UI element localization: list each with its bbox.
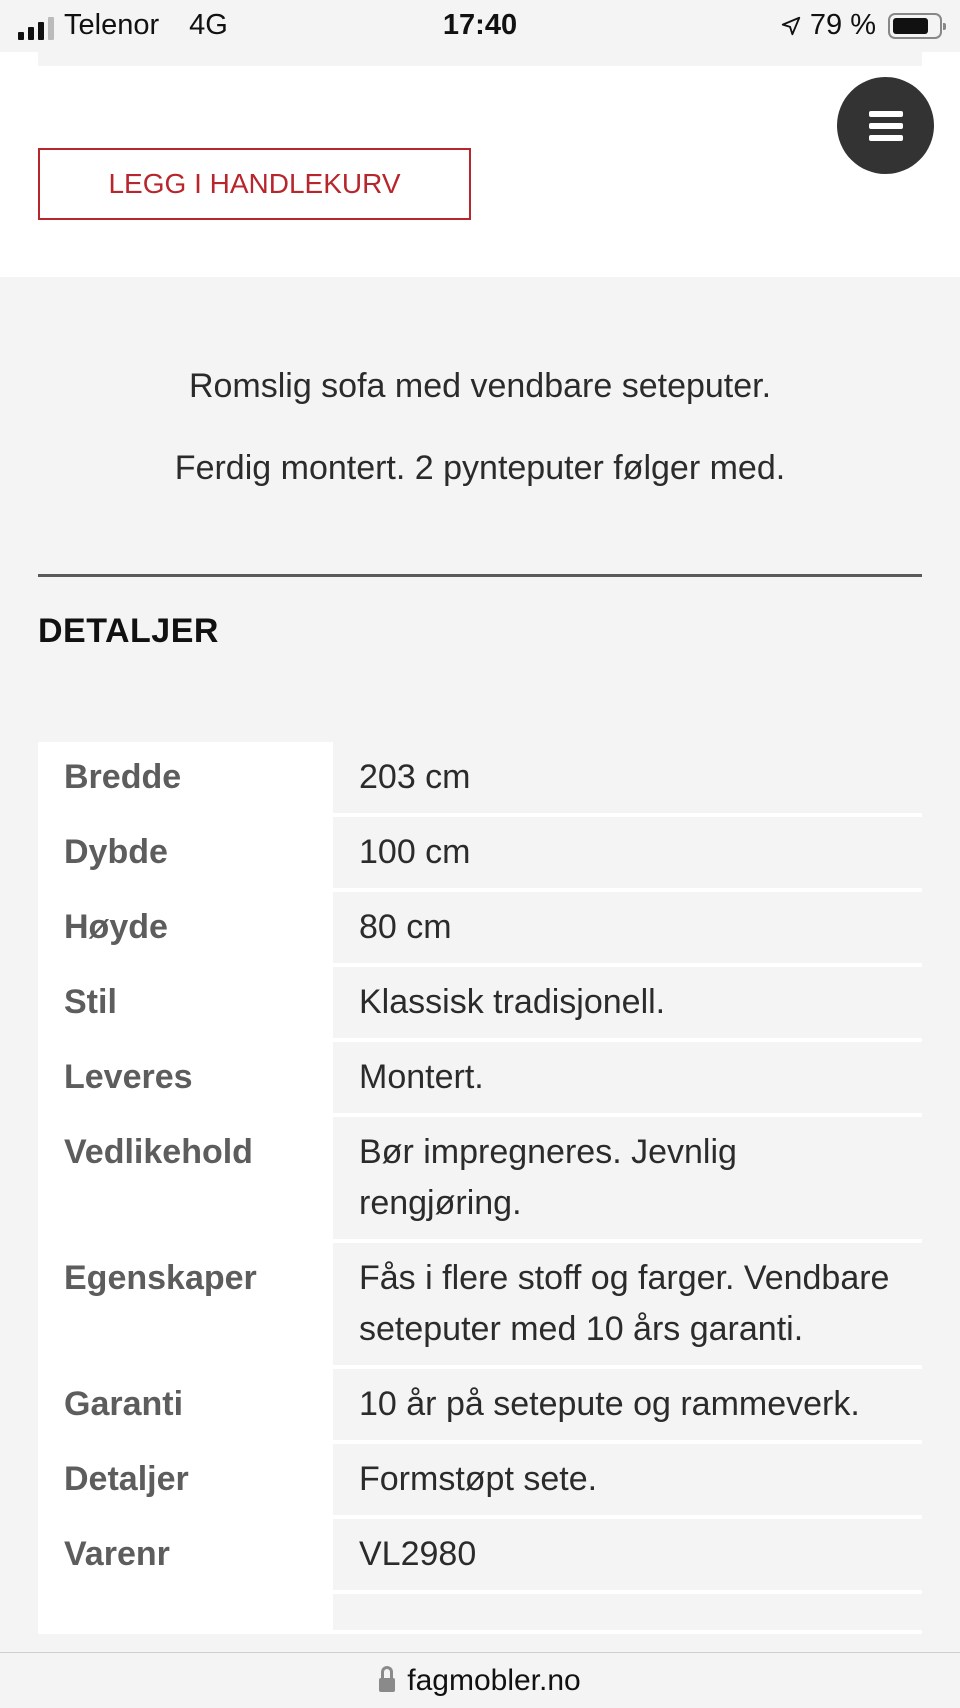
row-value: 10 år på setepute og rammeverk. — [333, 1369, 922, 1444]
browser-url-bar[interactable] — [0, 1652, 960, 1708]
table-row — [38, 892, 922, 967]
lock-icon — [379, 1672, 395, 1694]
row-value: Formstøpt sete. — [333, 1444, 922, 1519]
url-text[interactable]: fagmobler.no — [407, 1663, 581, 1697]
row-label: Egenskaper — [38, 1243, 333, 1369]
battery-icon — [888, 13, 942, 39]
description-line: Romslig sofa med vendbare seteputer. — [188, 367, 772, 405]
status-bar — [0, 0, 960, 52]
table-row — [38, 817, 922, 892]
details-table — [38, 742, 922, 1634]
row-value: 100 cm — [333, 817, 922, 892]
row-label: Garanti — [38, 1369, 333, 1444]
add-to-cart-button[interactable]: LEGG I HANDLEKURV — [38, 148, 471, 220]
purchase-section — [0, 52, 960, 277]
row-value: VL2980 — [333, 1519, 922, 1594]
previous-content-strip — [38, 52, 922, 66]
row-label: Vedlikehold — [38, 1117, 333, 1243]
row-value: Bør impregneres. Jevnlig rengjøring. — [333, 1117, 922, 1243]
location-arrow-icon — [780, 15, 802, 37]
row-value: Montert. — [333, 1042, 922, 1117]
row-label: Høyde — [38, 892, 333, 967]
table-row — [38, 967, 922, 1042]
row-label: Bredde — [38, 742, 333, 817]
row-label — [38, 1594, 333, 1634]
product-description — [0, 360, 960, 524]
row-label: Detaljer — [38, 1444, 333, 1519]
table-row — [38, 1042, 922, 1117]
row-label: Dybde — [38, 817, 333, 892]
hamburger-menu-icon — [869, 111, 903, 117]
table-row — [38, 1243, 922, 1369]
details-heading: DETALJER — [38, 612, 219, 650]
row-label: Varenr — [38, 1519, 333, 1594]
table-row — [38, 1519, 922, 1594]
table-row — [38, 1444, 922, 1519]
table-row-cutoff — [38, 1594, 922, 1634]
table-row — [38, 1117, 922, 1243]
carrier-name: Telenor — [64, 9, 160, 41]
table-row — [38, 742, 922, 817]
row-value: Fås i flere stoff og farger. Vendbare seteputer med 10 års garanti. — [333, 1243, 922, 1369]
row-value — [333, 1594, 922, 1634]
section-divider — [38, 574, 922, 577]
row-label: Stil — [38, 967, 333, 1042]
row-value: 203 cm — [333, 742, 922, 817]
menu-button[interactable] — [837, 77, 934, 174]
battery-percent: 79 % — [809, 9, 876, 41]
description-line: Ferdig montert. 2 pynteputer følger med. — [174, 449, 786, 487]
row-value: Klassisk tradisjonell. — [333, 967, 922, 1042]
table-row — [38, 1369, 922, 1444]
network-type: 4G — [189, 9, 228, 41]
clock: 17:40 — [442, 9, 518, 41]
row-label: Leveres — [38, 1042, 333, 1117]
row-value: 80 cm — [333, 892, 922, 967]
